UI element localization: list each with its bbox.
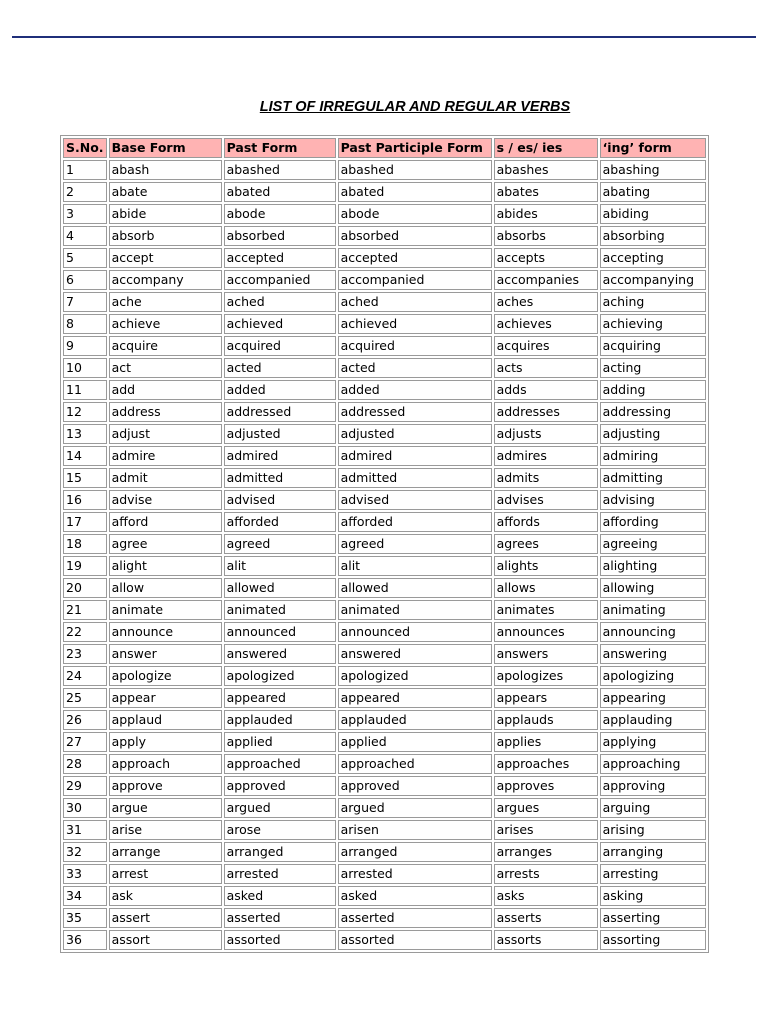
- cell-past-form: acquired: [224, 336, 336, 356]
- cell-past-form: accompanied: [224, 270, 336, 290]
- cell-base-form: ache: [109, 292, 222, 312]
- cell-base-form: absorb: [109, 226, 222, 246]
- cell-sno: 31: [63, 820, 107, 840]
- cell-past-form: arose: [224, 820, 336, 840]
- cell-s-es-ies: aches: [494, 292, 598, 312]
- cell-base-form: abate: [109, 182, 222, 202]
- cell-base-form: assert: [109, 908, 222, 928]
- cell-past-participle: admitted: [338, 468, 492, 488]
- cell-past-participle: agreed: [338, 534, 492, 554]
- cell-ing-form: absorbing: [600, 226, 706, 246]
- cell-base-form: alight: [109, 556, 222, 576]
- cell-past-form: acted: [224, 358, 336, 378]
- cell-sno: 21: [63, 600, 107, 620]
- cell-base-form: accompany: [109, 270, 222, 290]
- cell-sno: 7: [63, 292, 107, 312]
- cell-sno: 14: [63, 446, 107, 466]
- cell-past-participle: adjusted: [338, 424, 492, 444]
- cell-past-participle: apologized: [338, 666, 492, 686]
- cell-ing-form: approving: [600, 776, 706, 796]
- cell-ing-form: arresting: [600, 864, 706, 884]
- cell-base-form: argue: [109, 798, 222, 818]
- cell-sno: 12: [63, 402, 107, 422]
- cell-ing-form: accompanying: [600, 270, 706, 290]
- cell-sno: 19: [63, 556, 107, 576]
- cell-ing-form: appearing: [600, 688, 706, 708]
- cell-ing-form: applying: [600, 732, 706, 752]
- cell-past-participle: ached: [338, 292, 492, 312]
- cell-base-form: admit: [109, 468, 222, 488]
- table-row: [63, 688, 706, 708]
- cell-s-es-ies: affords: [494, 512, 598, 532]
- cell-base-form: adjust: [109, 424, 222, 444]
- cell-s-es-ies: answers: [494, 644, 598, 664]
- cell-past-form: asked: [224, 886, 336, 906]
- cell-base-form: arise: [109, 820, 222, 840]
- cell-past-participle: asked: [338, 886, 492, 906]
- cell-s-es-ies: asserts: [494, 908, 598, 928]
- cell-past-form: abashed: [224, 160, 336, 180]
- cell-past-form: apologized: [224, 666, 336, 686]
- cell-ing-form: acting: [600, 358, 706, 378]
- cell-past-participle: abode: [338, 204, 492, 224]
- cell-s-es-ies: argues: [494, 798, 598, 818]
- cell-ing-form: alighting: [600, 556, 706, 576]
- cell-s-es-ies: animates: [494, 600, 598, 620]
- cell-ing-form: applauding: [600, 710, 706, 730]
- cell-past-form: animated: [224, 600, 336, 620]
- cell-sno: 2: [63, 182, 107, 202]
- cell-past-form: argued: [224, 798, 336, 818]
- cell-past-form: addressed: [224, 402, 336, 422]
- cell-ing-form: asserting: [600, 908, 706, 928]
- cell-past-form: assorted: [224, 930, 336, 950]
- cell-s-es-ies: accepts: [494, 248, 598, 268]
- cell-ing-form: announcing: [600, 622, 706, 642]
- cell-s-es-ies: achieves: [494, 314, 598, 334]
- cell-ing-form: affording: [600, 512, 706, 532]
- header-ing-form: ‘ing’ form: [600, 138, 706, 158]
- table-row: [63, 358, 706, 378]
- cell-sno: 30: [63, 798, 107, 818]
- header-base-form: Base Form: [109, 138, 222, 158]
- cell-ing-form: abating: [600, 182, 706, 202]
- cell-ing-form: answering: [600, 644, 706, 664]
- cell-past-participle: arranged: [338, 842, 492, 862]
- cell-s-es-ies: acquires: [494, 336, 598, 356]
- cell-sno: 25: [63, 688, 107, 708]
- table-row: [63, 710, 706, 730]
- table-row: [63, 908, 706, 928]
- cell-base-form: approve: [109, 776, 222, 796]
- cell-s-es-ies: adds: [494, 380, 598, 400]
- cell-past-form: adjusted: [224, 424, 336, 444]
- cell-base-form: approach: [109, 754, 222, 774]
- cell-sno: 28: [63, 754, 107, 774]
- cell-base-form: abash: [109, 160, 222, 180]
- cell-sno: 35: [63, 908, 107, 928]
- table-row: [63, 600, 706, 620]
- cell-past-participle: answered: [338, 644, 492, 664]
- cell-past-form: afforded: [224, 512, 336, 532]
- cell-past-participle: arisen: [338, 820, 492, 840]
- cell-past-form: arranged: [224, 842, 336, 862]
- cell-base-form: answer: [109, 644, 222, 664]
- table-row: [63, 292, 706, 312]
- cell-sno: 4: [63, 226, 107, 246]
- cell-s-es-ies: applauds: [494, 710, 598, 730]
- cell-base-form: arrest: [109, 864, 222, 884]
- cell-ing-form: animating: [600, 600, 706, 620]
- table-row: [63, 930, 706, 950]
- cell-past-form: admitted: [224, 468, 336, 488]
- cell-sno: 18: [63, 534, 107, 554]
- table-row: [63, 402, 706, 422]
- cell-s-es-ies: adjusts: [494, 424, 598, 444]
- cell-base-form: ask: [109, 886, 222, 906]
- cell-base-form: applaud: [109, 710, 222, 730]
- cell-sno: 36: [63, 930, 107, 950]
- table-row: [63, 820, 706, 840]
- table-row: [63, 204, 706, 224]
- cell-ing-form: achieving: [600, 314, 706, 334]
- cell-base-form: assort: [109, 930, 222, 950]
- cell-base-form: appear: [109, 688, 222, 708]
- cell-sno: 22: [63, 622, 107, 642]
- cell-past-form: applied: [224, 732, 336, 752]
- cell-base-form: announce: [109, 622, 222, 642]
- table-row: [63, 336, 706, 356]
- cell-sno: 5: [63, 248, 107, 268]
- cell-past-participle: alit: [338, 556, 492, 576]
- top-rule: [12, 36, 756, 38]
- cell-sno: 17: [63, 512, 107, 532]
- cell-ing-form: adding: [600, 380, 706, 400]
- cell-past-participle: accompanied: [338, 270, 492, 290]
- cell-ing-form: abashing: [600, 160, 706, 180]
- header-s-es-ies: s / es/ ies: [494, 138, 598, 158]
- table-row: [63, 556, 706, 576]
- cell-s-es-ies: announces: [494, 622, 598, 642]
- table-row: [63, 732, 706, 752]
- cell-s-es-ies: agrees: [494, 534, 598, 554]
- cell-sno: 11: [63, 380, 107, 400]
- table-row: [63, 160, 706, 180]
- cell-past-participle: acted: [338, 358, 492, 378]
- cell-ing-form: allowing: [600, 578, 706, 598]
- cell-past-form: answered: [224, 644, 336, 664]
- table-row: [63, 424, 706, 444]
- cell-past-form: absorbed: [224, 226, 336, 246]
- cell-s-es-ies: allows: [494, 578, 598, 598]
- cell-past-form: abode: [224, 204, 336, 224]
- cell-past-form: arrested: [224, 864, 336, 884]
- cell-sno: 13: [63, 424, 107, 444]
- table-row: [63, 864, 706, 884]
- cell-past-form: added: [224, 380, 336, 400]
- cell-past-participle: applied: [338, 732, 492, 752]
- cell-s-es-ies: arises: [494, 820, 598, 840]
- cell-sno: 34: [63, 886, 107, 906]
- table-row: [63, 578, 706, 598]
- cell-ing-form: approaching: [600, 754, 706, 774]
- page-title: LIST OF IRREGULAR AND REGULAR VERBS: [259, 99, 571, 115]
- cell-past-form: approached: [224, 754, 336, 774]
- cell-sno: 24: [63, 666, 107, 686]
- cell-past-participle: advised: [338, 490, 492, 510]
- cell-past-participle: abashed: [338, 160, 492, 180]
- cell-base-form: achieve: [109, 314, 222, 334]
- cell-sno: 10: [63, 358, 107, 378]
- cell-sno: 6: [63, 270, 107, 290]
- cell-past-participle: abated: [338, 182, 492, 202]
- cell-ing-form: admiring: [600, 446, 706, 466]
- table-row: [63, 666, 706, 686]
- cell-sno: 1: [63, 160, 107, 180]
- cell-past-participle: added: [338, 380, 492, 400]
- cell-ing-form: advising: [600, 490, 706, 510]
- header-sno: S.No.: [63, 138, 107, 158]
- cell-base-form: act: [109, 358, 222, 378]
- cell-past-form: applauded: [224, 710, 336, 730]
- table-row: [63, 270, 706, 290]
- cell-base-form: agree: [109, 534, 222, 554]
- table-row: [63, 644, 706, 664]
- cell-past-participle: admired: [338, 446, 492, 466]
- cell-past-participle: appeared: [338, 688, 492, 708]
- cell-sno: 3: [63, 204, 107, 224]
- cell-past-form: alit: [224, 556, 336, 576]
- cell-s-es-ies: appears: [494, 688, 598, 708]
- table-row: [63, 248, 706, 268]
- table-row: [63, 754, 706, 774]
- cell-s-es-ies: addresses: [494, 402, 598, 422]
- cell-base-form: animate: [109, 600, 222, 620]
- table-row: [63, 622, 706, 642]
- cell-past-participle: acquired: [338, 336, 492, 356]
- cell-base-form: apply: [109, 732, 222, 752]
- table-row: [63, 798, 706, 818]
- table-row: [63, 314, 706, 334]
- cell-s-es-ies: alights: [494, 556, 598, 576]
- cell-s-es-ies: abashes: [494, 160, 598, 180]
- cell-ing-form: accepting: [600, 248, 706, 268]
- cell-past-participle: achieved: [338, 314, 492, 334]
- cell-s-es-ies: arrests: [494, 864, 598, 884]
- cell-base-form: allow: [109, 578, 222, 598]
- cell-ing-form: addressing: [600, 402, 706, 422]
- table-row: [63, 380, 706, 400]
- cell-past-participle: addressed: [338, 402, 492, 422]
- cell-s-es-ies: advises: [494, 490, 598, 510]
- verbs-table: [60, 135, 709, 953]
- cell-sno: 20: [63, 578, 107, 598]
- cell-past-participle: approved: [338, 776, 492, 796]
- cell-sno: 27: [63, 732, 107, 752]
- table-row: [63, 512, 706, 532]
- cell-past-form: achieved: [224, 314, 336, 334]
- cell-sno: 16: [63, 490, 107, 510]
- cell-ing-form: abiding: [600, 204, 706, 224]
- cell-sno: 29: [63, 776, 107, 796]
- cell-past-form: asserted: [224, 908, 336, 928]
- cell-ing-form: assorting: [600, 930, 706, 950]
- cell-past-form: allowed: [224, 578, 336, 598]
- cell-past-participle: assorted: [338, 930, 492, 950]
- cell-s-es-ies: arranges: [494, 842, 598, 862]
- cell-base-form: acquire: [109, 336, 222, 356]
- cell-s-es-ies: approaches: [494, 754, 598, 774]
- cell-sno: 26: [63, 710, 107, 730]
- cell-past-participle: argued: [338, 798, 492, 818]
- cell-s-es-ies: accompanies: [494, 270, 598, 290]
- cell-base-form: abide: [109, 204, 222, 224]
- cell-s-es-ies: acts: [494, 358, 598, 378]
- cell-s-es-ies: absorbs: [494, 226, 598, 246]
- cell-base-form: add: [109, 380, 222, 400]
- cell-base-form: arrange: [109, 842, 222, 862]
- cell-base-form: address: [109, 402, 222, 422]
- cell-s-es-ies: admits: [494, 468, 598, 488]
- cell-past-participle: afforded: [338, 512, 492, 532]
- cell-past-participle: animated: [338, 600, 492, 620]
- table-header-row: [63, 138, 706, 158]
- cell-base-form: admire: [109, 446, 222, 466]
- cell-ing-form: adjusting: [600, 424, 706, 444]
- cell-sno: 15: [63, 468, 107, 488]
- cell-s-es-ies: approves: [494, 776, 598, 796]
- table-row: [63, 842, 706, 862]
- cell-sno: 33: [63, 864, 107, 884]
- table-row: [63, 534, 706, 554]
- cell-ing-form: arising: [600, 820, 706, 840]
- cell-past-form: announced: [224, 622, 336, 642]
- cell-past-participle: asserted: [338, 908, 492, 928]
- cell-past-form: appeared: [224, 688, 336, 708]
- cell-s-es-ies: admires: [494, 446, 598, 466]
- table-row: [63, 490, 706, 510]
- cell-past-form: agreed: [224, 534, 336, 554]
- cell-ing-form: apologizing: [600, 666, 706, 686]
- cell-past-participle: allowed: [338, 578, 492, 598]
- cell-base-form: advise: [109, 490, 222, 510]
- cell-past-participle: absorbed: [338, 226, 492, 246]
- table-row: [63, 776, 706, 796]
- cell-s-es-ies: applies: [494, 732, 598, 752]
- table-row: [63, 446, 706, 466]
- cell-sno: 8: [63, 314, 107, 334]
- cell-ing-form: admitting: [600, 468, 706, 488]
- table-row: [63, 468, 706, 488]
- table-row: [63, 886, 706, 906]
- cell-sno: 9: [63, 336, 107, 356]
- cell-past-participle: arrested: [338, 864, 492, 884]
- cell-past-form: approved: [224, 776, 336, 796]
- cell-ing-form: arranging: [600, 842, 706, 862]
- cell-past-form: admired: [224, 446, 336, 466]
- cell-base-form: afford: [109, 512, 222, 532]
- cell-past-participle: accepted: [338, 248, 492, 268]
- table-row: [63, 182, 706, 202]
- table-row: [63, 226, 706, 246]
- cell-sno: 23: [63, 644, 107, 664]
- cell-past-participle: announced: [338, 622, 492, 642]
- cell-sno: 32: [63, 842, 107, 862]
- cell-ing-form: arguing: [600, 798, 706, 818]
- cell-past-form: accepted: [224, 248, 336, 268]
- cell-s-es-ies: assorts: [494, 930, 598, 950]
- cell-base-form: accept: [109, 248, 222, 268]
- cell-past-form: ached: [224, 292, 336, 312]
- cell-base-form: apologize: [109, 666, 222, 686]
- header-past-form: Past Form: [224, 138, 336, 158]
- cell-ing-form: aching: [600, 292, 706, 312]
- cell-past-participle: approached: [338, 754, 492, 774]
- cell-ing-form: acquiring: [600, 336, 706, 356]
- cell-past-form: advised: [224, 490, 336, 510]
- cell-s-es-ies: abates: [494, 182, 598, 202]
- cell-past-participle: applauded: [338, 710, 492, 730]
- cell-s-es-ies: apologizes: [494, 666, 598, 686]
- cell-ing-form: asking: [600, 886, 706, 906]
- cell-past-form: abated: [224, 182, 336, 202]
- cell-s-es-ies: asks: [494, 886, 598, 906]
- cell-s-es-ies: abides: [494, 204, 598, 224]
- header-past-participle: Past Participle Form: [338, 138, 492, 158]
- cell-ing-form: agreeing: [600, 534, 706, 554]
